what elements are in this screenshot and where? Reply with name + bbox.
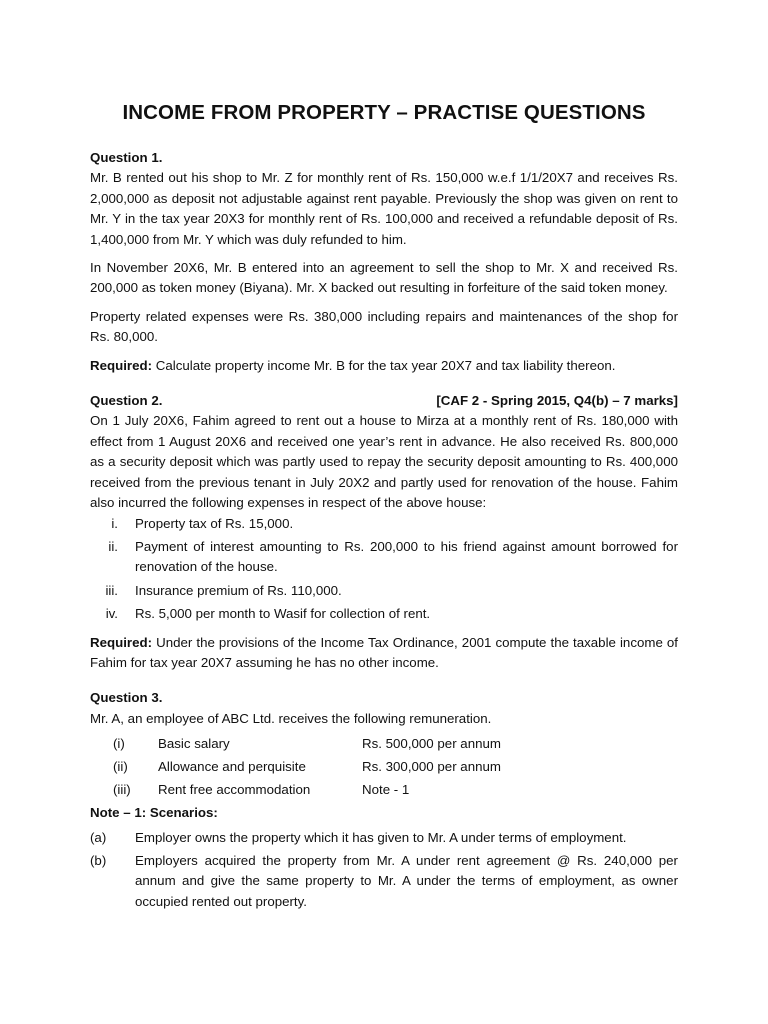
- remuneration-row: (iii) Rent free accommodation Note - 1: [113, 782, 410, 798]
- remuneration-row: (ii) Allowance and perquisite Rs. 300,000 per annum: [113, 759, 501, 775]
- question-1-heading: [90, 148, 678, 168]
- page-title: INCOME FROM PROPERTY – PRACTISE QUESTIONS: [122, 101, 646, 124]
- question-2-label: Question 2.: [90, 393, 163, 409]
- question-1-paragraph-3: Property related expenses were Rs. 380,000 including repairs and maintenances of the shop for Rs. 80,000.: [90, 308, 678, 345]
- question-1-label: Question 1.: [90, 150, 163, 165]
- expense-list: [90, 514, 678, 625]
- required-text: Calculate property income Mr. B for the tax year 20X7 and tax liability thereon.: [152, 357, 616, 373]
- question-1-paragraph-1: Mr. B rented out his shop to Mr. Z for monthly rent of Rs. 150,000 w.e.f 1/1/20X7 and receives Rs. 2,000,000 as deposit not adjustable against rent payable. Previously the shop was given on rent to Mr. Y in the tax year 20X3 for monthly rent of Rs. 100,000 and received a refundable deposit of Rs. 1,400,000 from Mr. Y which was duly refunded to him.: [90, 170, 678, 247]
- question-3-label: Question 3.: [90, 690, 163, 706]
- question-2-heading: [90, 391, 678, 411]
- question-1-required: [90, 356, 678, 376]
- required-label: Required:: [90, 634, 153, 650]
- question-2-reference: [CAF 2 - Spring 2015, Q4(b) – 7 marks]: [436, 393, 678, 409]
- list-item: i. Property tax of Rs. 15,000.: [111, 515, 294, 531]
- required-text: Under the provisions of the Income Tax Ordinance, 2001 compute the taxable income of Fahim for tax year 20X7 assuming he has no other income.: [90, 634, 678, 670]
- question-2-required: [90, 633, 678, 674]
- list-item: ii. Payment of interest amounting to Rs. 200,000 to his friend against amount borrowed for renovation of the house.: [108, 538, 678, 575]
- scenario-item: (a) Employer owns the property which it has given to Mr. A under terms of employment.: [90, 829, 627, 845]
- question-3-heading: [90, 688, 678, 708]
- list-item: iv. Rs. 5,000 per month to Wasif for collection of rent.: [105, 606, 431, 622]
- document-content: [90, 148, 678, 915]
- question-3-paragraph-1: Mr. A, an employee of ABC Ltd. receives the following remuneration.: [90, 710, 492, 726]
- question-1-paragraph-2: In November 20X6, Mr. B entered into an agreement to sell the shop to Mr. X and received Rs. 200,000 as token money (Biyana). Mr. X backed out resulting in forfeiture of the said token money.: [90, 260, 678, 296]
- remuneration-row: (i) Basic salary Rs. 500,000 per annum: [113, 736, 501, 752]
- question-2-paragraph-1: On 1 July 20X6, Fahim agreed to rent out a house to Mirza at a monthly rent of Rs. 180,000 with effect from 1 August 20X6 and received one year’s rent in advance. He also received Rs. 800,000 as a security deposit which was partly used to repay the security deposit amounting to Rs. 400,000 received from the previous tenant in July 20X2 and partly used for renovation of the house. Fahim also incurred the following expenses in respect of the above house:: [90, 413, 678, 511]
- scenario-item: (b) Employers acquired the property from Mr. A under rent agreement @ Rs. 240,000 per annum and give the same property to Mr. A under the terms of employment, as owner occupied rented out property.: [90, 852, 678, 909]
- list-item: iii. Insurance premium of Rs. 110,000.: [105, 582, 342, 598]
- required-label: Required:: [90, 357, 153, 373]
- note-heading: Note – 1: Scenarios:: [90, 805, 218, 821]
